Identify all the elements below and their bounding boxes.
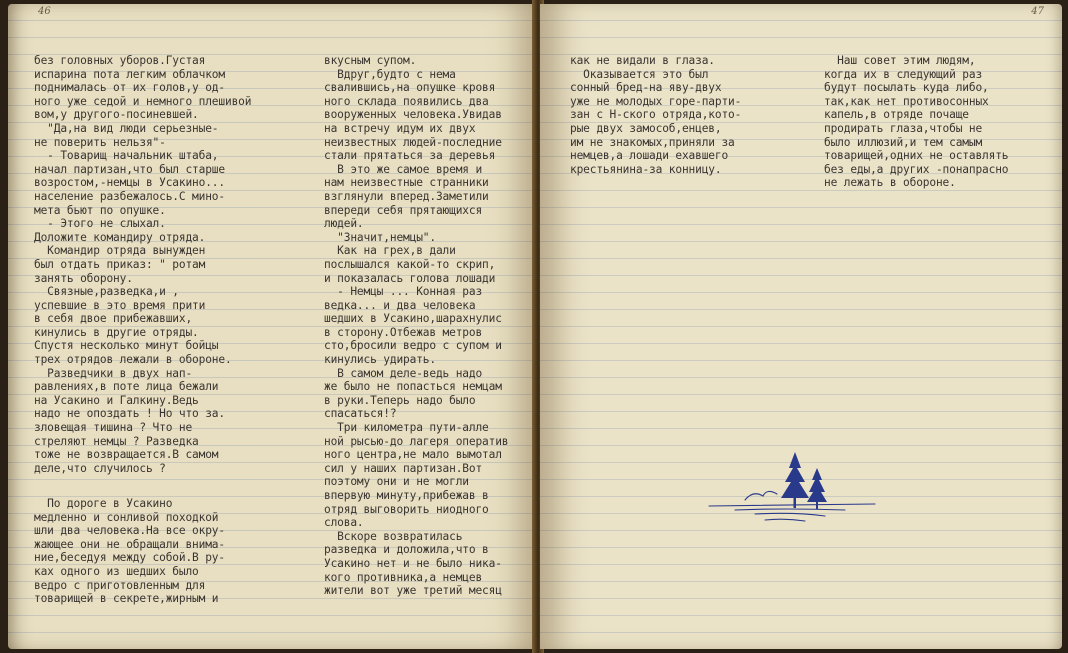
text-line: испарина пота легким облачком — [34, 67, 225, 81]
text-line: ного уже седой и немного плешивой — [34, 94, 252, 108]
page-number-left: 46 — [38, 6, 51, 17]
text-line: уже не молодых горе-парти- — [570, 94, 742, 108]
text-line: неизвестных людей-последние — [324, 135, 502, 149]
text-line: товарищей в секрете,жирным и — [34, 592, 219, 606]
text-line: им не знакомых,приняли за — [570, 135, 735, 149]
text-line: и показалась голова лошади — [324, 271, 496, 285]
text-line: продирать глаза,чтобы не — [824, 121, 983, 135]
text-line: В это же самое время и — [324, 162, 483, 176]
text-line: поднималась от их голов,у од- — [34, 81, 225, 95]
text-line: свалившись,на опушке кровя — [324, 81, 496, 95]
text-line: ного центра,не мало вымотал — [324, 448, 502, 462]
text-line: вкусным супом. — [324, 54, 417, 67]
text-line: был отдать приказ: " ротам — [34, 257, 206, 271]
text-line: сто,бросили ведро с супом и — [324, 339, 502, 353]
text-line: жающее они не обращали внима- — [34, 537, 225, 551]
text-line: спасаться!? — [324, 407, 397, 421]
text-line: на встречу идум их двух — [324, 121, 476, 135]
left-page-column-2 — [324, 54, 536, 598]
text-line: равлениях,в поте лица бежали — [34, 380, 219, 394]
text-line: "Значит,немцы". — [324, 230, 436, 244]
text-line: Разведчики в двух нап- — [34, 366, 193, 380]
text-line: людей. — [324, 217, 364, 231]
text-line: взглянули вперед.Заметили — [324, 189, 489, 203]
right-page-column-2 — [824, 54, 1060, 190]
text-line: будут посылать куда либо, — [824, 81, 989, 95]
text-line: вооруженных человека.Увидав — [324, 108, 502, 122]
text-line: немцев,а лошади ехавшего — [570, 149, 729, 163]
text-line: товарищей,одних не оставлять — [824, 149, 1009, 163]
text-line: Усакино нет и не было ника- — [324, 556, 502, 570]
text-line: успевшие в это время прити — [34, 298, 206, 312]
text-line: ведка... и два человека — [324, 298, 476, 312]
left-page-column-1 — [34, 54, 316, 475]
text-line: поэтому они и не могли — [324, 475, 469, 489]
text-line: впервую минуту,прибежав в — [324, 489, 489, 502]
text-line: занять оборону. — [34, 271, 133, 285]
text-line: возростом,-немцы в Усакино... — [34, 176, 225, 190]
text-line: рые двух замособ,енцев, — [570, 121, 722, 135]
text-line: кинулись в другие отряды. — [34, 325, 199, 339]
text-line: кинулись удирать. — [324, 353, 436, 367]
text-line: без еды,а других -понапрасно — [824, 162, 1009, 176]
text-line: стали прятаться за деревья — [324, 149, 496, 163]
text-line: стреляют немцы ? Разведка — [34, 434, 199, 448]
text-line: трех отрядов лежали в обороне. — [34, 353, 232, 367]
text-line: разведка и доложила,что в — [324, 543, 489, 557]
text-line: зловещая тишина ? Что не — [34, 421, 193, 435]
text-line: медленно и сонливой походкой — [34, 510, 219, 524]
text-line: кого противника,а немцев — [324, 570, 483, 584]
text-line: начал партизан,что был старше — [34, 162, 225, 176]
text-line: так,как нет противосонных — [824, 94, 989, 108]
text-line: В самом деле-ведь надо — [324, 366, 483, 380]
ink-sketch-pine-trees-icon — [705, 444, 885, 534]
text-line: не поверить нельзя"- — [34, 135, 166, 149]
text-line: Вскоре возвратилась — [324, 529, 463, 543]
text-line: вом,у другого-посиневшей. — [34, 108, 199, 122]
text-line: шли два человека.На все окру- — [34, 524, 225, 538]
page-number-right: 47 — [1031, 6, 1044, 17]
text-line: слова. — [324, 516, 364, 530]
text-line: Спустя несколько минут бойцы — [34, 339, 219, 353]
text-line: деле,что случилось ? — [34, 461, 166, 475]
text-line: тоже не возвращается.В самом — [34, 448, 219, 462]
right-page — [540, 4, 1062, 649]
text-line: же было не попасться немцам — [324, 380, 502, 394]
text-line: как не видали в глаза. — [570, 54, 715, 67]
text-line: было иллюзий,и тем самым — [824, 135, 983, 149]
text-line: в руки.Теперь надо было — [324, 393, 476, 407]
text-line: зан с Н-ского отряда,кото- — [570, 108, 742, 122]
text-line: "Да,на вид люди серьезные- — [34, 121, 219, 135]
text-line: ного склада появились два — [324, 94, 489, 108]
text-line: Связные,разведка,и , — [34, 285, 179, 299]
text-line: сонный бред-на яву-двух — [570, 81, 722, 95]
text-line: Как на грех,в дали — [324, 244, 456, 258]
text-line: когда их в следующий раз — [824, 67, 983, 81]
text-line: Командир отряда вынужден — [34, 244, 206, 258]
text-line: Вдруг,будто с нема — [324, 67, 456, 81]
text-line: ние,беседуя между собой.В ру- — [34, 551, 225, 565]
text-line: мета бьют по опушке. — [34, 203, 166, 217]
text-line: ках одного из шедших было — [34, 564, 199, 578]
text-line: По дороге в Усакино — [34, 497, 173, 510]
text-line: ведро с приготовленным для — [34, 578, 206, 592]
text-line: отряд выговорить ниодного — [324, 502, 489, 516]
text-line: впереди себя прятающихся — [324, 203, 483, 217]
text-line: население разбежалось.С мино- — [34, 189, 225, 203]
text-line: не лежать в обороне. — [824, 176, 956, 190]
text-line: Три километра пути-алле — [324, 421, 489, 435]
text-line: в себя двое прибежавших, — [34, 312, 193, 326]
text-line: - Товарищ начальник штаба, — [34, 149, 219, 163]
text-line: на Усакино и Галкину.Ведь — [34, 393, 199, 407]
text-line: нам неизвестные странники — [324, 176, 489, 190]
text-line: надо не опоздать ! Но что за. — [34, 407, 225, 421]
text-line: Оказывается это был — [570, 67, 709, 81]
text-line: крестьянина-за конницу. — [570, 162, 722, 176]
text-line: - Этого не слыхал. — [34, 217, 166, 231]
text-line: без головных уборов.Густая — [34, 54, 206, 67]
text-line: жители вот уже третий месяц — [324, 584, 502, 598]
left-page-column-1-bottom — [34, 497, 316, 606]
right-page-column-1 — [570, 54, 820, 176]
text-line: сил у наших партизан.Вот — [324, 461, 483, 475]
text-line: в сторону.Отбежав метров — [324, 325, 483, 339]
text-line: шедших в Усакино,шарахнулис — [324, 312, 502, 326]
left-page — [8, 4, 536, 649]
text-line: Доложите командиру отряда. — [34, 230, 206, 244]
text-line: - Немцы ... Конная раз — [324, 285, 483, 299]
text-line: капель,в отряде почаще — [824, 108, 969, 122]
text-line: послышался какой-то скрип, — [324, 257, 496, 271]
text-line: Наш совет этим людям, — [824, 54, 976, 67]
text-line: ной рысью-до лагеря оператив — [324, 434, 509, 448]
